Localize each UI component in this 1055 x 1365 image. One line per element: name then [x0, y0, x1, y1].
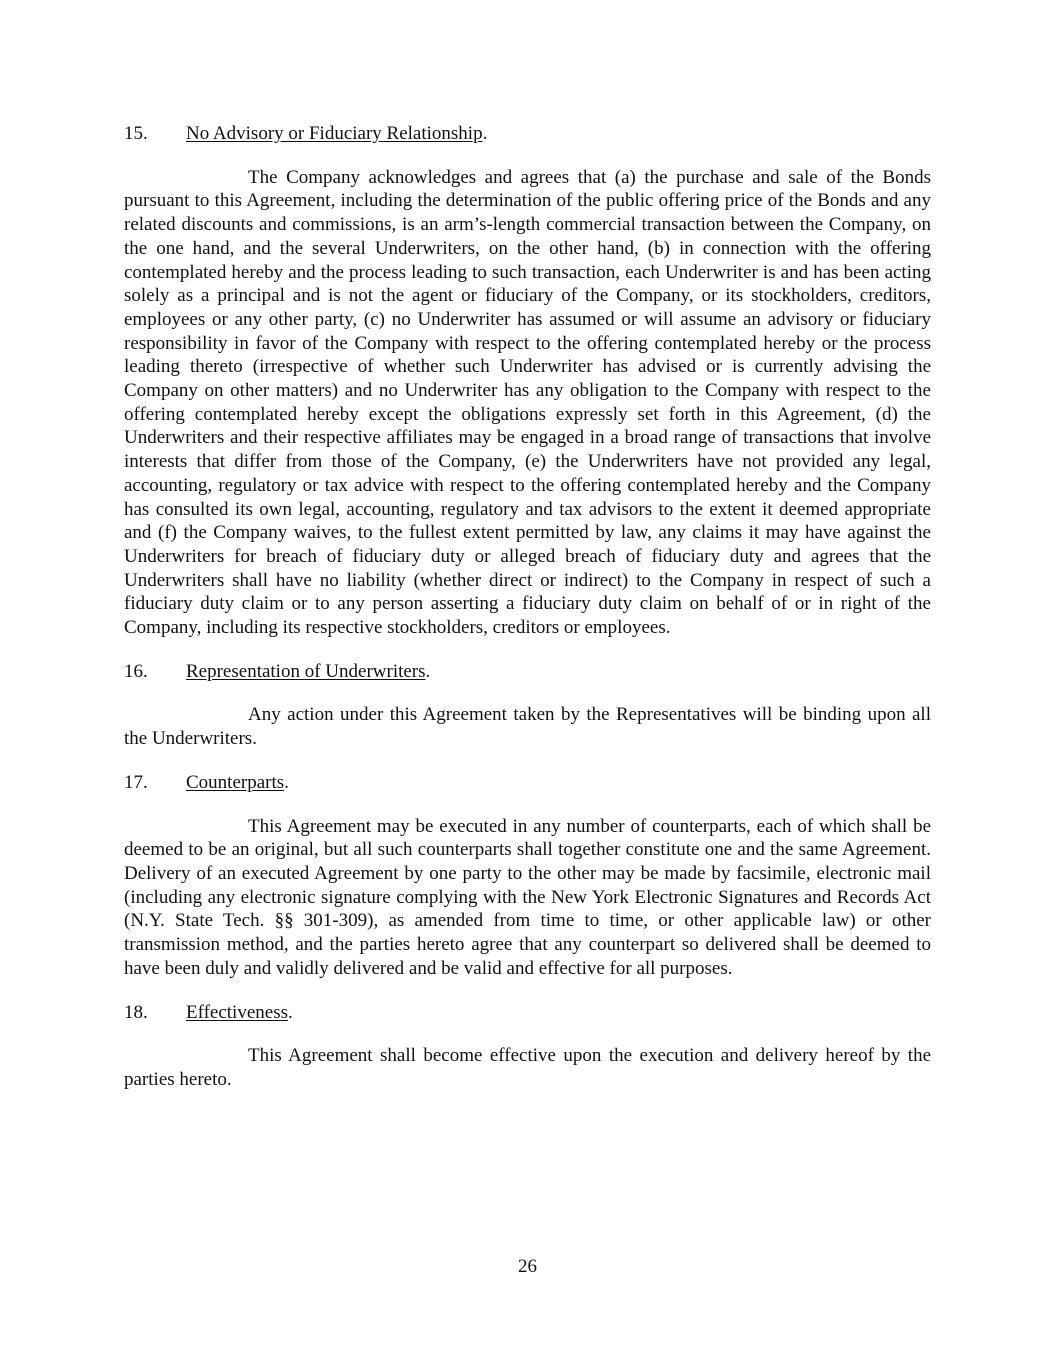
page-number: 26 [518, 1256, 537, 1277]
section-title: Counterparts [186, 771, 285, 793]
section-title: Representation of Underwriters [186, 660, 426, 682]
section-15-body: The Company acknowledges and agrees that (a) the purchase and sale of the Bonds pursuant to this Agreement, including the determination of the public offering price of the Bonds and any related discounts and commissions, is an arm’s-length commercial transaction between the Company, on the one hand, and the several Underwriters, on the other hand, (b) in connection with the offering contemplated hereby and the process leading to such transaction, each Underwriter is and has been acting solely as a principal and is not the agent or fiduciary of the Company, or its stockholders, creditors, employees or any other party, (c) no Underwriter has assumed or will assume an advisory or fiduciary responsibility in favor of the Company with respect to the offering contemplated hereby or the process leading thereto (irrespective of whether such Underwriter has advised or is currently advising the Company on other matters) and no Underwriter has any obligation to the Company with respect to the offering contemplated hereby except the obligations expressly set forth in this Agreement, (d) the Underwriters and their respective affiliates may be engaged in a broad range of transactions that involve interests that differ from those of the Company, (e) the Underwriters have not provided any legal, accounting, regulatory or tax advice with respect to the offering contemplated hereby and the Company has consulted its own legal, accounting, regulatory and tax advisors to the extent it deemed appropriate and (f) the Company waives, to the fullest extent permitted by law, any claims it may have against the Underwriters for breach of fiduciary duty or alleged breach of fiduciary duty and agrees that the Underwriters shall have no liability (whether direct or indirect) to the Company in respect of such a fiduciary duty claim or to any person asserting a fiduciary duty claim on behalf of or in right of the Company, including its respective stockholders, creditors or employees. [124, 166, 931, 639]
section-title: Effectiveness [186, 1001, 288, 1023]
section-15-heading [124, 122, 931, 146]
section-17-body: This Agreement may be executed in any number of counterparts, each of which shall be deemed to be an original, but all such counterparts shall together constitute one and the same Agreement. Delivery of an executed Agreement by one party to the other may be made by facsimile, electronic mail (including any electronic signature complying with the New York Electronic Signatures and Records Act (N.Y. State Tech. §§ 301-309), as amended from time to time, or other applicable law) or other transmission method, and the parties hereto agree that any counterpart so delivered shall be deemed to have been duly and validly delivered and be valid and effective for all purposes. [124, 815, 931, 979]
section-title: No Advisory or Fiduciary Relationship [186, 123, 483, 144]
heading-period: . [288, 1001, 293, 1023]
section-17-heading [124, 771, 931, 795]
heading-period: . [425, 660, 431, 682]
heading-period: . [284, 771, 289, 793]
section-number: 17. [124, 771, 148, 793]
section-number: 18. [124, 1001, 148, 1023]
heading-period: . [482, 123, 488, 144]
section-16-heading [124, 660, 931, 684]
section-16-body: Any action under this Agreement taken by the Representatives will be binding upon all the Underwriters. [124, 704, 931, 750]
section-18-heading [124, 1001, 931, 1025]
section-number: 15. [124, 123, 148, 144]
section-number: 16. [124, 660, 148, 682]
section-18-body: This Agreement shall become effective upon the execution and delivery hereof by the parties hereto. [124, 1045, 931, 1090]
document-page [124, 122, 931, 1112]
